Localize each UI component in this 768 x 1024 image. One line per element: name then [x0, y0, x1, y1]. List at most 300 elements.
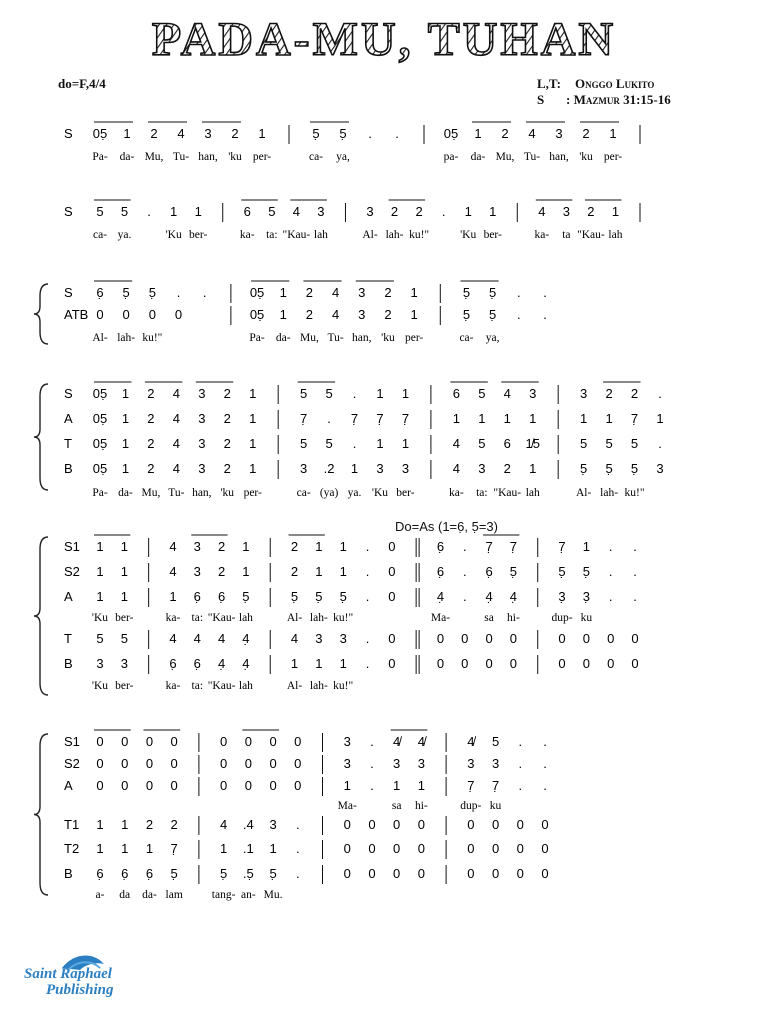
- note: 5: [325, 386, 333, 401]
- note: .: [462, 564, 467, 579]
- lyric-syllable: Mu,: [141, 487, 161, 499]
- lyric-syllable: Al-: [286, 680, 303, 692]
- note: 0: [148, 307, 156, 322]
- lyric-syllable: tang-: [211, 889, 236, 901]
- lyric-syllable: ya,: [336, 151, 350, 163]
- voice-label: A: [64, 411, 73, 426]
- note: 5̣: [290, 589, 299, 604]
- note: 6: [503, 436, 511, 451]
- lyric-syllable: Mu,: [495, 151, 515, 163]
- note: 1: [96, 564, 104, 579]
- lyric-syllable: lah-: [117, 332, 136, 344]
- note: .: [327, 411, 331, 426]
- note: 4: [331, 307, 340, 322]
- lyric-syllable: Mu,: [144, 151, 164, 163]
- note: 0: [467, 817, 475, 832]
- note: 0: [368, 841, 376, 856]
- lyric-syllable: Pa-: [249, 332, 265, 344]
- note: 7̣: [630, 411, 639, 426]
- note: 0: [436, 656, 445, 671]
- note: 0: [121, 756, 129, 771]
- lyric-syllable: ber-: [115, 680, 134, 692]
- note: 5̣: [339, 589, 347, 604]
- note: 4: [292, 204, 300, 219]
- lyric-syllable: Pa-: [92, 487, 108, 499]
- note: 6̣: [485, 564, 493, 579]
- note: 1: [249, 461, 257, 476]
- lyric-syllable: sa: [484, 612, 494, 624]
- note: 4: [169, 539, 177, 554]
- note: 5̣: [462, 285, 471, 300]
- voice-label: S: [64, 285, 73, 300]
- lyric-syllable: dup-: [460, 800, 482, 812]
- note: .: [395, 126, 399, 141]
- note: 1: [96, 539, 104, 554]
- lyric-syllable: ta:: [191, 680, 204, 692]
- lyric-syllable: Tu-: [168, 487, 185, 499]
- note: 1: [269, 841, 277, 856]
- note: 0: [219, 734, 228, 749]
- note: 0: [219, 778, 228, 793]
- note: 1: [170, 204, 178, 219]
- lyric-syllable: sa: [391, 800, 402, 812]
- note: 1: [96, 817, 104, 832]
- note: 7̣: [300, 411, 308, 426]
- note: 1: [339, 539, 347, 554]
- note: 05̣: [92, 126, 108, 141]
- note: .: [147, 204, 151, 219]
- lyric-syllable: ber-: [396, 487, 415, 499]
- note: 3: [580, 386, 588, 401]
- note: 5̣: [558, 564, 566, 579]
- lyric-syllable: Al-: [92, 332, 108, 344]
- lyric-syllable: ka-: [165, 680, 181, 692]
- note: 05̣: [92, 411, 108, 426]
- note: 1: [96, 589, 104, 604]
- note: 0: [174, 307, 183, 322]
- note: 0: [607, 631, 615, 646]
- note: 1: [609, 126, 617, 141]
- note: 2: [290, 564, 299, 579]
- publisher-sub: Publishing: [46, 982, 114, 998]
- note: .4: [242, 817, 254, 832]
- note: 1: [279, 285, 287, 300]
- note: 4̸: [467, 734, 475, 749]
- note: .: [518, 734, 523, 749]
- lyric-syllable: hi-: [507, 612, 520, 624]
- voice-label: A: [64, 589, 73, 604]
- publisher-name: Saint Raphael: [24, 966, 112, 982]
- lyric-syllable: Al-: [362, 229, 378, 241]
- note: 2: [217, 564, 226, 579]
- note: 2: [305, 285, 314, 300]
- note: 1: [529, 411, 537, 426]
- note: 2: [223, 386, 231, 401]
- note: .: [633, 589, 637, 604]
- note: 1: [290, 656, 299, 671]
- note: 1: [474, 126, 482, 141]
- note: 0: [417, 866, 426, 881]
- note: 0: [631, 656, 639, 671]
- note: 7̣: [558, 539, 566, 554]
- note: 7̣: [491, 778, 500, 793]
- note: 1: [120, 589, 128, 604]
- note: 3: [478, 461, 486, 476]
- note: 5̣: [605, 461, 613, 476]
- voice-label: S2: [64, 756, 80, 771]
- note: 6̣: [436, 539, 445, 554]
- note: 0: [388, 589, 396, 604]
- note: .: [462, 589, 467, 604]
- note: 0: [582, 656, 590, 671]
- note: 5: [300, 436, 308, 451]
- note: 2: [223, 411, 231, 426]
- voice-label: S: [64, 204, 73, 219]
- lyric-syllable: "Kau-: [207, 612, 236, 624]
- note: .: [368, 126, 372, 141]
- note: 0: [388, 656, 396, 671]
- note: 2: [217, 539, 226, 554]
- note: 3: [366, 204, 374, 219]
- voice-label: S: [64, 386, 73, 401]
- lyric-syllable: da: [119, 889, 131, 901]
- lyric-syllable: 'Ku: [371, 487, 389, 499]
- note: 05̣: [92, 436, 108, 451]
- note: 0: [417, 817, 426, 832]
- note: 5: [96, 204, 104, 219]
- note: 0: [393, 817, 401, 832]
- note: 6: [452, 386, 460, 401]
- note: 2: [145, 817, 154, 832]
- note: 1: [145, 841, 154, 856]
- voice-label: ATB: [64, 307, 89, 322]
- note: 0: [294, 778, 302, 793]
- note: 5: [630, 436, 639, 451]
- note: 4: [172, 461, 180, 476]
- lyric-syllable: ku!": [142, 332, 163, 344]
- note: 0: [541, 866, 549, 881]
- lyric-syllable: ku: [580, 612, 593, 624]
- note: 2: [503, 461, 511, 476]
- note: 0: [491, 817, 500, 832]
- lyricist-name: Onggo Lukito: [575, 76, 655, 91]
- note: 0: [269, 778, 277, 793]
- note: 6̣: [145, 866, 154, 881]
- page-title: PADA-MU, TUHAN: [151, 13, 617, 66]
- note: 4: [169, 564, 177, 579]
- note: 1: [401, 436, 410, 451]
- lyric-syllable: ka-: [165, 612, 181, 624]
- note: 0: [582, 631, 590, 646]
- note: 5̣: [122, 285, 130, 300]
- note: 6̣: [217, 589, 226, 604]
- note: 3: [358, 307, 366, 322]
- note: .: [543, 285, 547, 300]
- lyric-syllable: ca-: [459, 332, 474, 344]
- note: 1: [350, 461, 359, 476]
- lyric-syllable: da-: [119, 151, 135, 163]
- note: 1: [656, 411, 664, 426]
- lyric-syllable: ta:: [476, 487, 488, 499]
- note: 2: [290, 539, 299, 554]
- lyricist-label: L,T:: [537, 76, 561, 91]
- voice-label: S1: [64, 539, 80, 554]
- note: .: [352, 386, 357, 401]
- note: .: [633, 539, 637, 554]
- note: 0: [436, 631, 445, 646]
- note: 5: [268, 204, 276, 219]
- note: 1: [315, 656, 323, 671]
- note: .: [658, 436, 662, 451]
- lyric-syllable: per-: [404, 332, 424, 344]
- note: 1: [249, 411, 257, 426]
- note: 0: [485, 631, 493, 646]
- note: 3: [529, 386, 537, 401]
- note: 0: [467, 866, 475, 881]
- note: 1: [194, 204, 202, 219]
- note: .: [295, 866, 300, 881]
- modulation-note: Do=As (1=6̣, 5̣=3): [395, 519, 498, 534]
- note: 0: [509, 631, 518, 646]
- note: 5̣: [312, 126, 320, 141]
- note: 1: [219, 841, 228, 856]
- note: 0: [170, 778, 178, 793]
- note: 7̣: [376, 411, 384, 426]
- lyric-syllable: "Kau-: [493, 487, 522, 499]
- note: 3: [317, 204, 325, 219]
- lyric-syllable: lah-: [309, 680, 328, 692]
- note: 0: [558, 631, 566, 646]
- note: 3: [393, 756, 401, 771]
- note: 5̣: [170, 866, 178, 881]
- note: 1: [249, 386, 257, 401]
- note: 4: [452, 436, 460, 451]
- note: 2: [170, 817, 178, 832]
- lyric-syllable: lah: [525, 487, 540, 499]
- lyric-syllable: Mu.: [263, 889, 283, 901]
- note: 5̣: [582, 564, 590, 579]
- note: .: [543, 778, 547, 793]
- lyric-syllable: ku!": [624, 487, 645, 499]
- note: 6̣: [169, 656, 177, 671]
- note: 4: [193, 631, 201, 646]
- key-signature: do=F,4/4: [58, 76, 106, 91]
- lyric-syllable: Pa-: [92, 151, 108, 163]
- note: 5̣: [630, 461, 639, 476]
- lyric-syllable: ber-: [115, 612, 134, 624]
- note: 0: [170, 756, 178, 771]
- note: 0: [121, 734, 129, 749]
- note: 0: [145, 734, 154, 749]
- lyric-syllable: ku!": [333, 680, 354, 692]
- note: 1: [339, 564, 347, 579]
- system-brace: [34, 734, 48, 895]
- note: .: [365, 656, 370, 671]
- lyric-syllable: ca-: [92, 229, 108, 241]
- note: .: [365, 589, 370, 604]
- lyric-syllable: 'ku: [381, 332, 395, 344]
- lyric-syllable: ca-: [296, 487, 311, 499]
- voice-label: S1: [64, 734, 80, 749]
- note: .: [633, 564, 637, 579]
- note: 3: [339, 631, 347, 646]
- note: 1: [121, 386, 130, 401]
- note: 0: [388, 631, 396, 646]
- note: .5̣: [242, 866, 254, 881]
- note: 0: [393, 841, 401, 856]
- note: 1: [503, 411, 511, 426]
- lyric-syllable: Tu-: [172, 151, 190, 163]
- note: 2: [231, 126, 239, 141]
- note: 0: [368, 866, 376, 881]
- lyric-syllable: Ma-: [337, 800, 357, 812]
- note: 1: [417, 778, 426, 793]
- lyric-syllable: lam: [165, 889, 183, 901]
- note: .: [543, 734, 547, 749]
- note: 4̣: [509, 589, 518, 604]
- note: 5: [120, 631, 128, 646]
- lyric-syllable: da-: [470, 151, 486, 163]
- note: 4: [538, 204, 546, 219]
- lyric-syllable: hi-: [414, 800, 428, 812]
- note: 1: [315, 539, 323, 554]
- note: 5̣: [242, 589, 250, 604]
- note: 3: [193, 539, 201, 554]
- note: 6̣: [193, 589, 201, 604]
- note: 0: [467, 841, 475, 856]
- note: 4: [290, 631, 299, 646]
- lyric-syllable: 'ku: [220, 487, 235, 499]
- note: 0: [541, 817, 549, 832]
- note: 2: [390, 204, 399, 219]
- note: .: [608, 589, 613, 604]
- note: 5̣: [489, 307, 497, 322]
- note: 3̣: [558, 589, 566, 604]
- note: 1: [605, 411, 613, 426]
- note: 0: [170, 734, 178, 749]
- note: .: [543, 307, 547, 322]
- note: 05̣: [92, 386, 108, 401]
- note: 4̣: [436, 589, 445, 604]
- note: 4: [172, 411, 180, 426]
- note: 1: [401, 386, 410, 401]
- voice-label: T: [64, 631, 72, 646]
- voice-label: T2: [64, 841, 80, 856]
- note: 4̣: [242, 631, 250, 646]
- note: 4: [503, 386, 511, 401]
- lyric-syllable: (ya): [319, 487, 339, 499]
- lyric-syllable: ya,: [485, 332, 500, 344]
- note: 1: [121, 411, 130, 426]
- note: 0: [491, 866, 500, 881]
- note: 4̸: [393, 734, 401, 749]
- note: 2: [147, 461, 155, 476]
- note: 4̣: [217, 656, 226, 671]
- lyric-syllable: Al-: [575, 487, 592, 499]
- note: 2: [582, 126, 590, 141]
- note: 0: [145, 778, 154, 793]
- note: 1: [121, 841, 129, 856]
- note: 3: [656, 461, 664, 476]
- note: .: [365, 539, 370, 554]
- lyric-syllable: 'Ku: [460, 229, 477, 241]
- lyric-syllable: ya.: [347, 487, 362, 499]
- note: 1: [410, 285, 418, 300]
- note: 3: [198, 436, 206, 451]
- note: 1: [464, 204, 472, 219]
- note: 0: [96, 734, 104, 749]
- note: 4: [172, 386, 180, 401]
- lyric-syllable: ka-: [449, 487, 464, 499]
- note: 2: [501, 126, 509, 141]
- note: 1: [529, 461, 537, 476]
- lyric-syllable: 'Ku: [91, 680, 109, 692]
- note: 5̣: [219, 866, 228, 881]
- lyric-syllable: pa-: [443, 151, 459, 163]
- note: 4: [177, 126, 185, 141]
- note: .: [608, 539, 613, 554]
- lyric-syllable: da-: [118, 487, 133, 499]
- note: 4: [331, 285, 340, 300]
- note: 0: [516, 866, 524, 881]
- note: 2: [384, 307, 392, 322]
- note: 1: [96, 841, 104, 856]
- note: 2: [384, 285, 392, 300]
- voice-label: S: [64, 126, 73, 141]
- voice-label: B: [64, 866, 73, 881]
- note: 1: [258, 126, 266, 141]
- note: 0: [244, 756, 252, 771]
- note: .: [365, 631, 370, 646]
- note: 5̣: [339, 126, 347, 141]
- note: 3: [315, 631, 323, 646]
- note: 3: [300, 461, 308, 476]
- note: .: [608, 564, 613, 579]
- note: .: [202, 285, 207, 300]
- lyric-syllable: ta: [562, 229, 571, 241]
- lyric-syllable: ka-: [239, 229, 255, 241]
- note: 3: [376, 461, 384, 476]
- note: 5: [478, 386, 486, 401]
- note: 3: [343, 734, 351, 749]
- lyric-syllable: ber-: [189, 229, 208, 241]
- note: 3: [198, 411, 206, 426]
- note: 05̣: [443, 126, 459, 141]
- note: 4: [172, 436, 180, 451]
- note: .2: [323, 461, 335, 476]
- voice-label: A: [64, 778, 73, 793]
- note: 0: [388, 564, 396, 579]
- note: .: [441, 204, 446, 219]
- system-brace: [34, 384, 48, 490]
- lyric-syllable: ka-: [534, 229, 550, 241]
- lyric-syllable: lah-: [309, 612, 328, 624]
- note: 0: [96, 756, 104, 771]
- note: 0: [516, 841, 524, 856]
- note: 5: [325, 436, 333, 451]
- note: 0: [96, 307, 104, 322]
- note: .: [295, 841, 300, 856]
- note: 5̣: [580, 461, 588, 476]
- note: 1: [452, 411, 460, 426]
- note: 0: [388, 539, 396, 554]
- note: 1: [393, 778, 401, 793]
- voice-label: B: [64, 656, 73, 671]
- note: 5̣: [315, 589, 323, 604]
- note: 1: [478, 411, 486, 426]
- lyric-syllable: ku: [489, 800, 502, 812]
- lyric-syllable: Tu-: [523, 151, 541, 163]
